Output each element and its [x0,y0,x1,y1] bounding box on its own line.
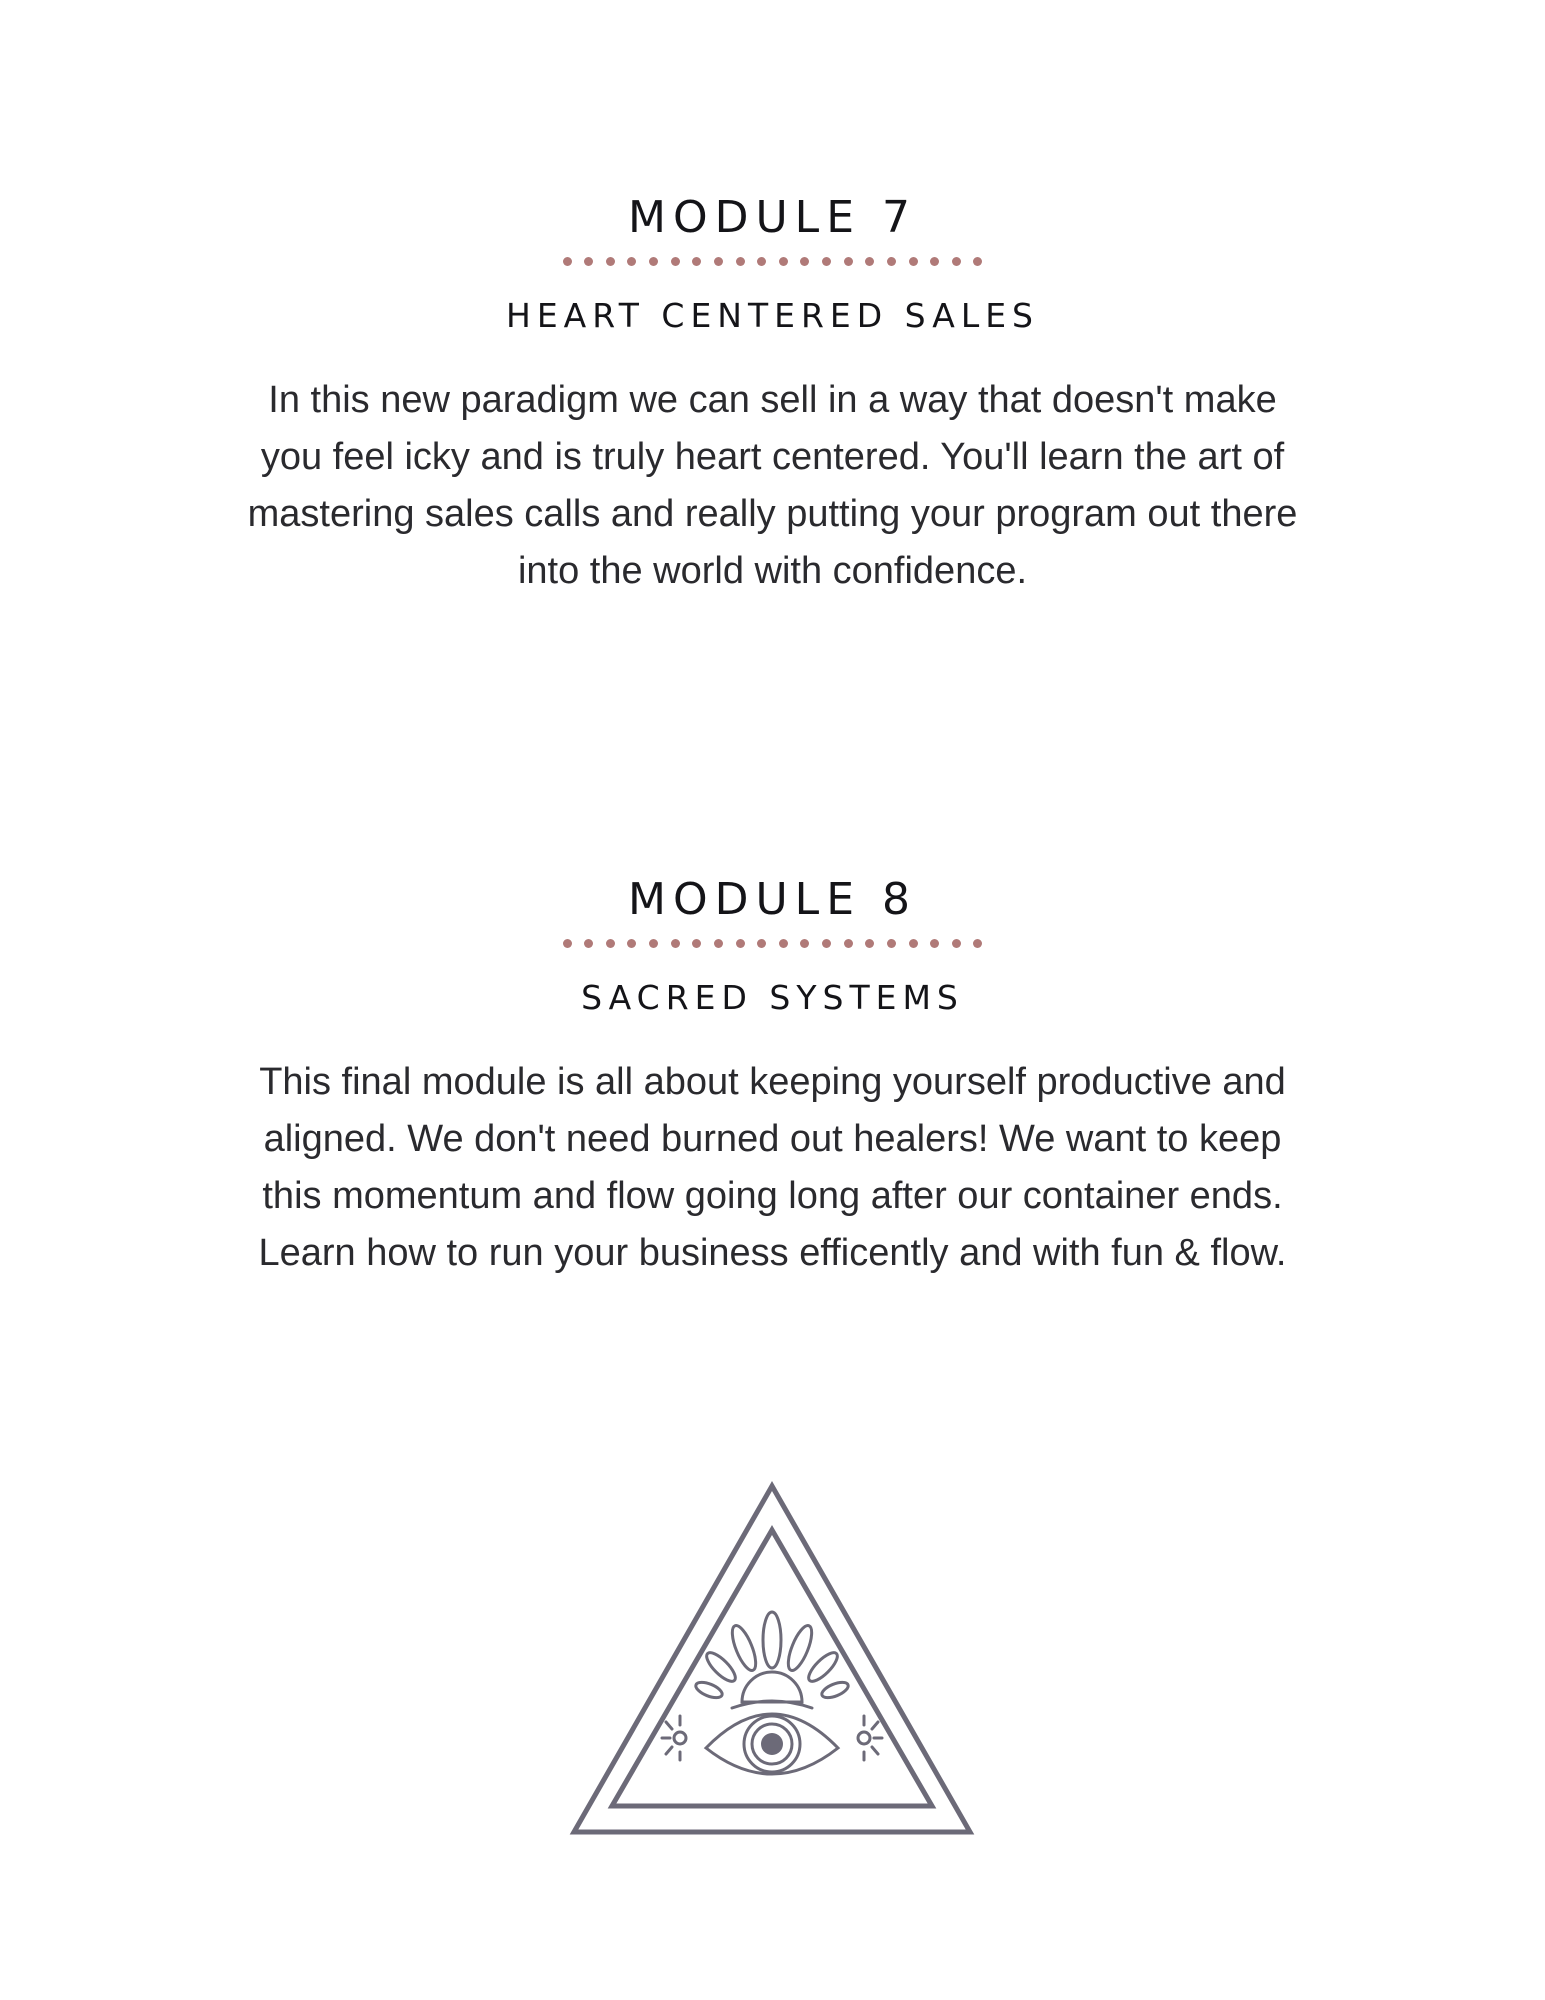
module-8-description: This final module is all about keeping yourself productive and aligned. We don't need burned out healers! We want to keep this momentum and flow going long after our container ends. Learn how to run your business efficently and with fun & flow. [258,1061,1287,1274]
module-7-subtitle: HEART CENTERED SALES [506,296,1039,335]
dotted-divider [563,936,983,950]
module-7-title: MODULE 7 [628,192,917,243]
dotted-divider [563,254,983,268]
module-7-section [0,190,1545,600]
module-8-subtitle: SACRED SYSTEMS [581,978,964,1017]
module-7-description: In this new paradigm we can sell in a way that doesn't make you feel icky and is truly heart centered. You'll learn the art of mastering sales calls and really putting your program out there into the world with confidence. [247,379,1298,592]
module-8-section [0,872,1545,1282]
all-seeing-eye-triangle-icon [566,1480,978,1840]
module-8-title: MODULE 8 [628,874,917,925]
